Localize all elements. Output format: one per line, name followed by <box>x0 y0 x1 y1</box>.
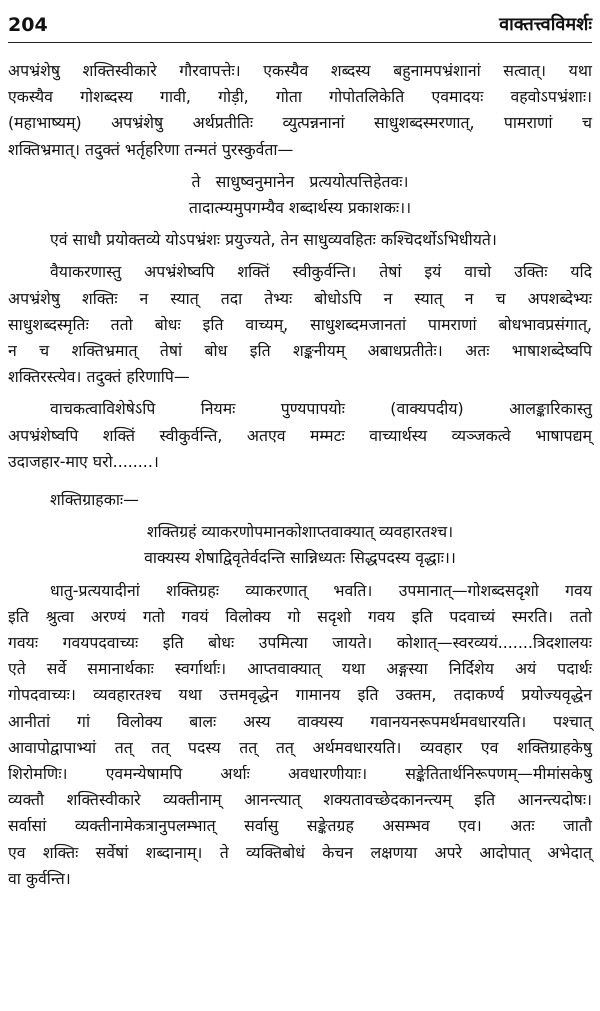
text-line: धातु-प्रत्ययादीनां शक्तिग्रहः व्याकरणात् भवति। उपमानात्—गोशब्दसदृशो गवय <box>50 580 592 600</box>
text-line: वैयाकरणास्तु अपभ्रंशेष्वपि शक्तिं स्वीकुर्वन्ति। तेषां इयं वाचो उक्तिः यदि <box>50 262 592 282</box>
page-number: 204 <box>8 14 48 36</box>
text-line: एते सर्वे समानार्थकाः स्वर्गार्थाः। आप्तवाक्यात् यथा अङ्गस्या निर्दिशेय अयं पदार्थः <box>8 659 592 679</box>
text-line: साधुशब्दस्मृतिः ततो बोधः इति वाच्यम्, साधुशब्दमजानतां पामराणां बोधभावप्रसंगात्, <box>8 314 592 334</box>
paragraph-dhatu-pratyaya <box>8 578 592 892</box>
text-line: आनीतां गां विलोक्य बालः अस्य वाक्यस्य गवानयनरूपमर्थमवधारयति। पश्चात् <box>8 711 592 731</box>
page-body <box>8 58 592 892</box>
verse-line: ते साधुष्वनुमानेन प्रत्ययोत्पत्तिहेतवः। <box>191 171 409 191</box>
paragraph-apabhramsha <box>8 58 592 163</box>
text-line: शक्तिभ्रमात्। तदुक्तं भर्तृहरिणा तन्मतं पुरस्कुर्वता— <box>8 139 294 159</box>
text-line: शक्तिरस्त्येव। तदुक्तं हरिणापि— <box>8 367 190 387</box>
text-line: वाचकत्वाविशेषेऽपि नियमः पुण्यपापयोः (वाक्यपदीय) आलङ्कारिकास्तु <box>50 399 592 419</box>
text-line: वा कुर्वन्ति। <box>8 868 71 888</box>
verse-line: शक्तिग्रहं व्याकरणोपमानकोशाप्तवाक्यात् व्यवहारतश्च। <box>146 522 454 542</box>
text-line: आवापोद्वापाभ्यां तत् तत् पदस्य तत् तत् अर्थमवधारयति। व्यवहार एव शक्तिग्राहकेषु <box>8 737 592 757</box>
verse-shaktigraha <box>8 519 592 571</box>
text-line: अपभ्रंशेषु शक्तिस्वीकारे गौरवापत्तेः। एकस्यैव शब्दस्य बहुनामपभ्रंशानां सत्वात्। यथा <box>8 61 592 80</box>
verse-line: तादात्म्यमुपगम्यैव शब्दार्थस्य प्रकाशकः।। <box>188 198 412 218</box>
text-line: शिरोमणिः। एवमन्येषामपि अर्थाः अवधारणीयाः। सङ्केतितार्थनिरूपणम्—मीमांसकेषु <box>8 764 592 784</box>
text-line: इति श्रुत्वा अरण्यं गतो गवयं विलोक्य गो सदृशो गवय इति पदवाच्यं स्मरति। ततो <box>8 606 592 626</box>
section-heading: शक्तिग्राहकाः— <box>50 490 139 510</box>
text-line: एकस्यैव गोशब्दस्य गावी, गोड़ी, गोता गोपोतलिकेति एवमादयः वहवोऽपभ्रंशाः। <box>8 87 592 107</box>
text-line: व्यक्तौ शक्तिस्वीकारे व्यक्तीनाम् आनन्त्यात् शक्यतावच्छेदकानन्त्यम् इति आनन्त्यदोषः। <box>8 790 592 810</box>
text-line: उदाजहार-माए घरो........। <box>8 451 159 471</box>
text-line: गोपदवाच्यः। व्यवहारतश्च यथा उत्तमवृद्धेन गामानय इति उक्तम, तदाकर्ण्य प्रयोज्यवृद्धेन <box>8 685 592 705</box>
verse-line: वाक्यस्य शेषाद्विवृतेर्वदन्ति सान्निध्यतः सिद्धपदस्य वृद्धाः।। <box>144 548 456 568</box>
paragraph-vachakatva <box>8 396 592 475</box>
text-line: गवयः गवयपदवाच्यः इति बोधः उपमित्या जायते। कोशात्—स्वरव्ययं.......त्रिदशालयः <box>8 633 592 653</box>
text-line: (महाभाष्यम्) अपभ्रंशेषु अर्थप्रतीतिः व्युत्पन्ननानां साधुशब्दस्मरणात्, पामराणां च <box>8 113 592 133</box>
text-line: एवं साधौ प्रयोक्तव्ये योऽपभ्रंशः प्रयुज्यते, तेन साधुव्यवहितः कश्चिदर्थोऽभिधीयते। <box>50 230 497 250</box>
text-line: सर्वासां व्यक्तीनामेकत्रानुपलम्भात् सर्वासु सङ्केतग्रह असम्भव एव। अतः जातौ <box>8 816 592 836</box>
paragraph-vaiyakarana <box>8 259 592 390</box>
page-header <box>8 6 592 43</box>
running-title: वाक्तत्त्वविमर्शः <box>499 14 592 35</box>
paragraph-sadhu <box>8 227 592 253</box>
text-line: एव शक्तिः सर्वेषां शब्दानाम्। ते व्यक्तिबोधं केचन लक्षणया अपरे आदोपात् अभेदात् <box>8 842 592 862</box>
text-line: अपभ्रंशेष्वपि शक्तिं स्वीकुर्वन्ति, अतएव मम्मटः वाच्यार्थस्य व्यञ्जकत्वे भाषापद्यम् <box>8 425 592 445</box>
verse-bhartrhari <box>8 169 592 221</box>
text-line: अपभ्रंशेषु शक्तिः न स्यात् तदा तेभ्यः बोधोऽपि न स्यात् न च अपशब्देभ्यः <box>8 288 592 308</box>
text-line: न च शक्तिभ्रमात् तेषां बोध इति शङ्कनीयम् अबाधप्रतीतेः। अतः भाषाशब्देष्वपि <box>8 341 592 361</box>
